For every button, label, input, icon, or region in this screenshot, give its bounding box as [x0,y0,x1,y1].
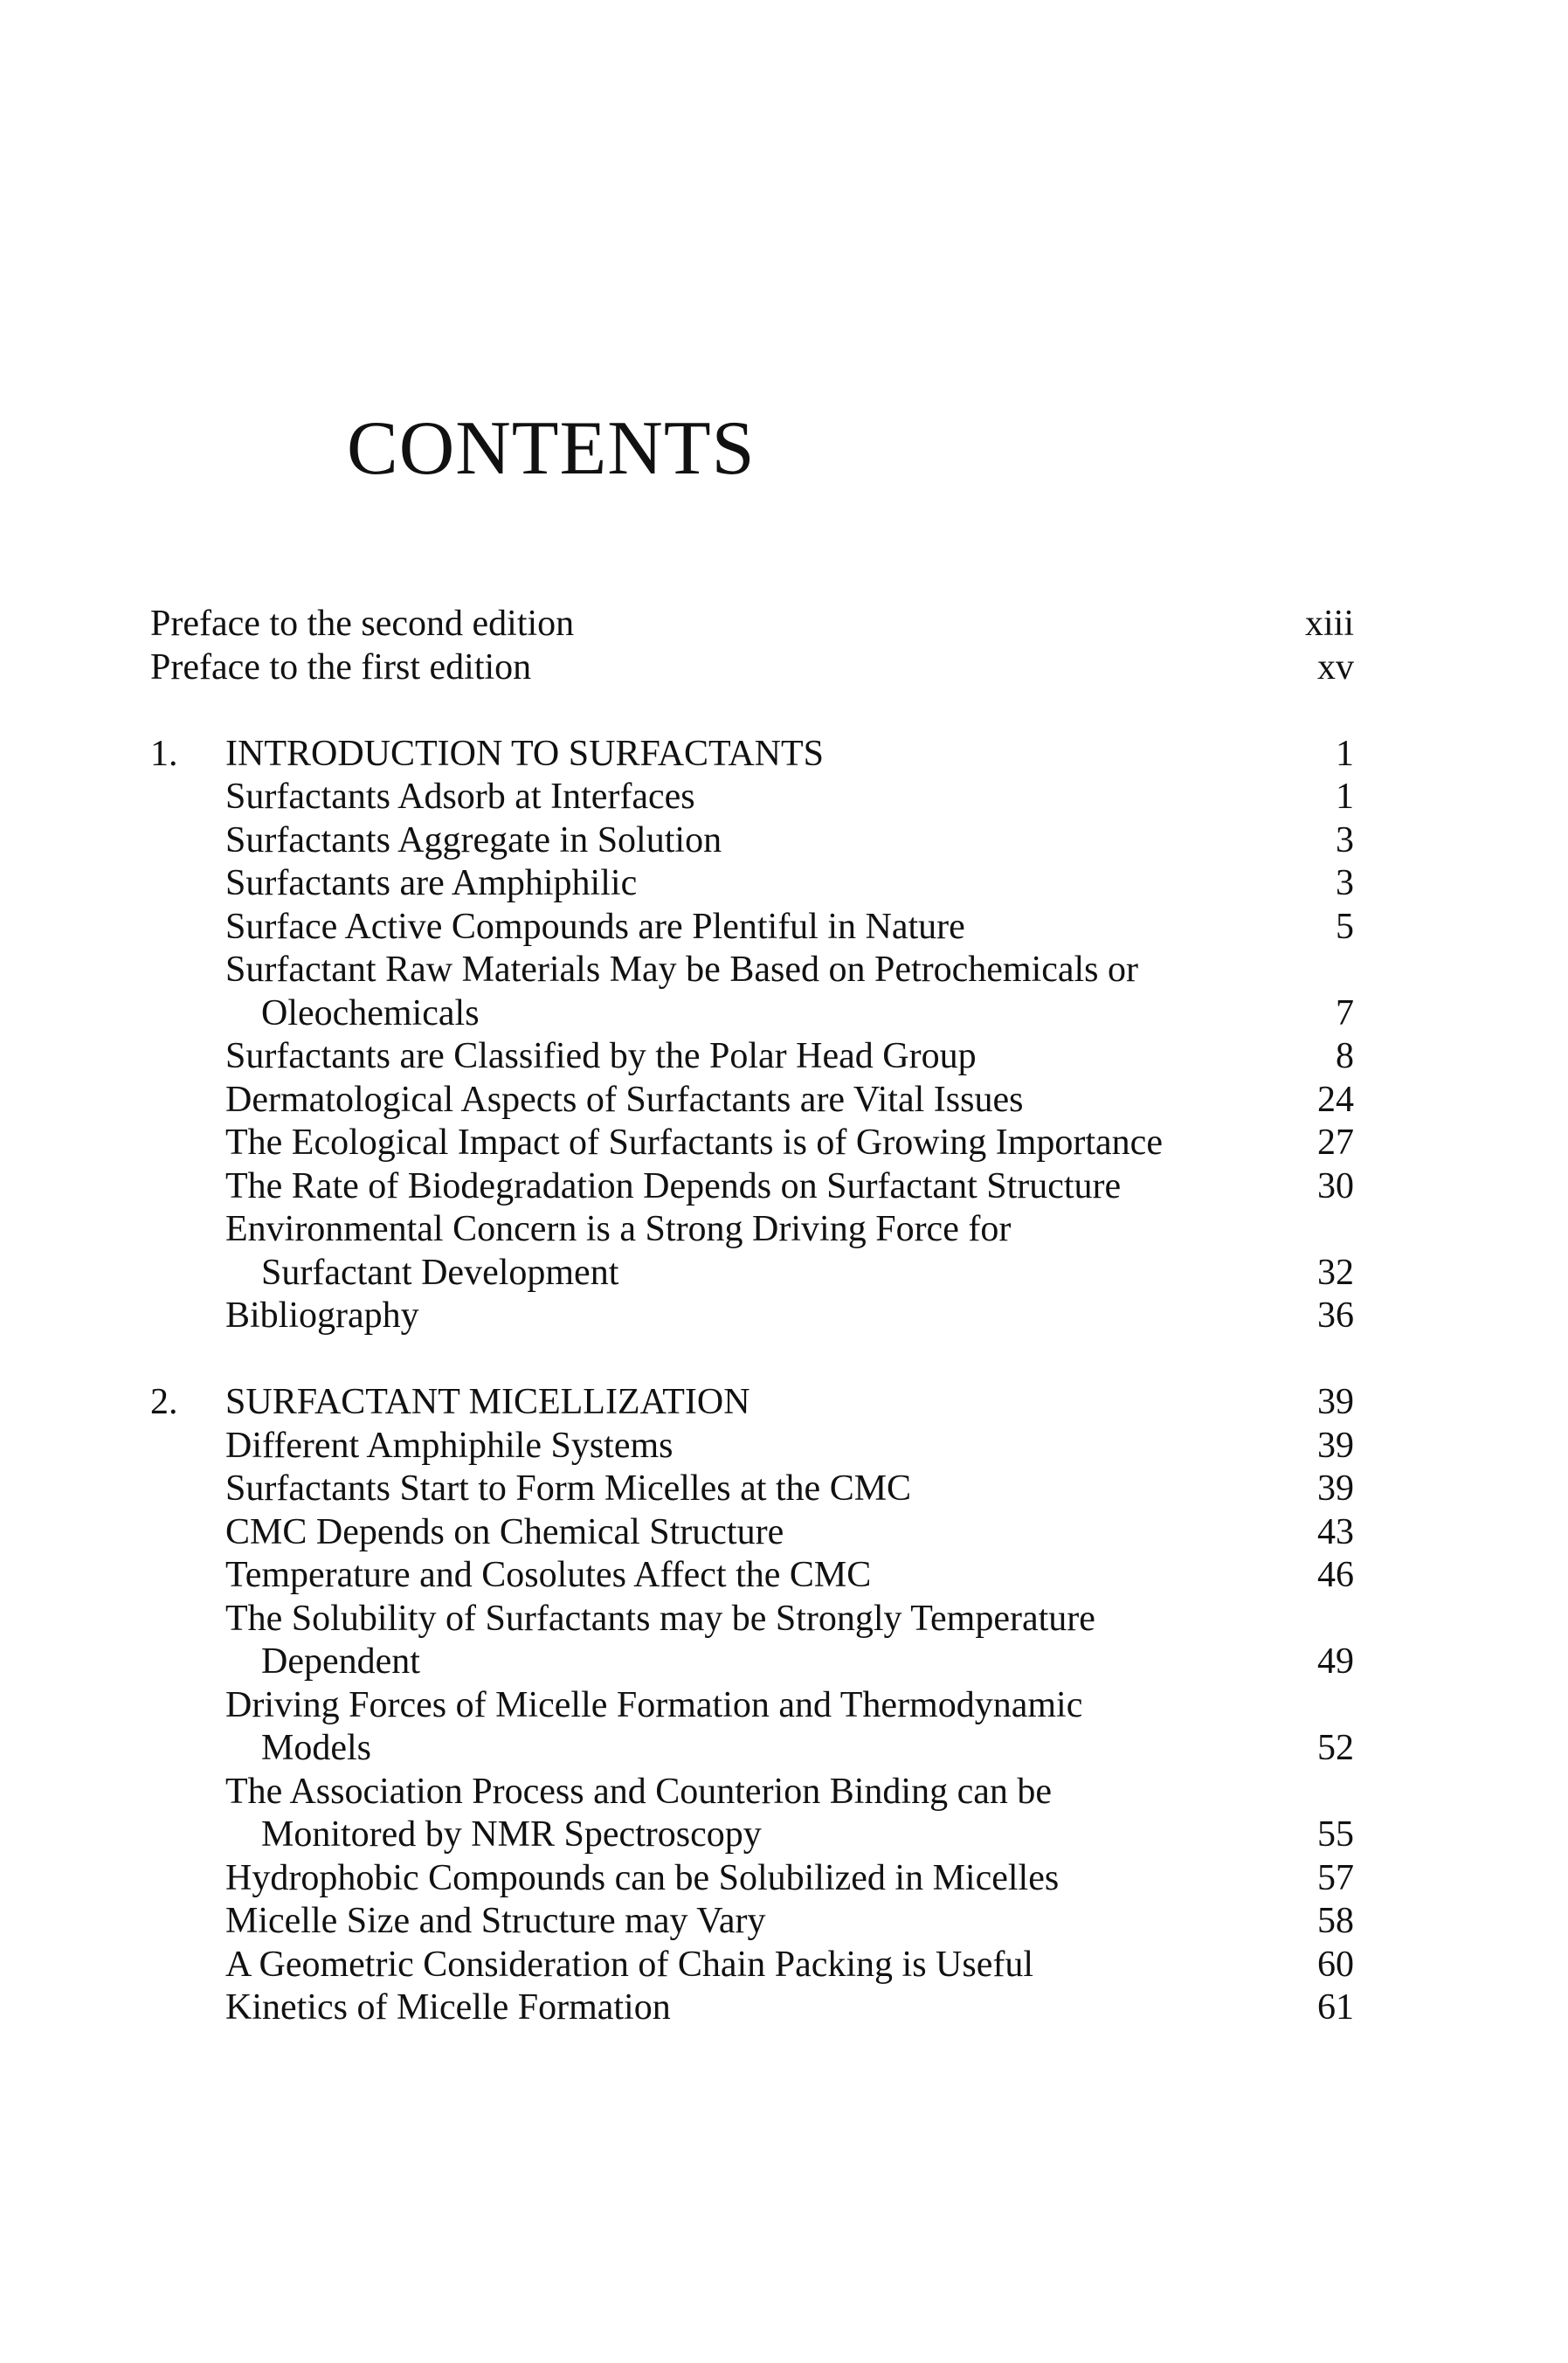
page-number: xv [1317,646,1354,687]
page-title: CONTENTS [347,406,756,491]
page-number: 30 [1317,1165,1354,1206]
chapter-title: SURFACTANT MICELLIZATION [225,1382,750,1422]
entry-title: The Ecological Impact of Surfactants is of Growing Importance [225,1123,1163,1163]
entry-title: A Geometric Consideration of Chain Packing is Useful [225,1944,1034,1985]
page-number: 52 [1317,1728,1354,1768]
toc-section-entry [150,1598,1354,1641]
entry-title: CMC Depends on Chemical Structure [225,1511,784,1552]
page-number: 1 [1336,777,1354,817]
entry-title: Driving Forces of Micelle Formation and Thermodynamic [225,1684,1083,1725]
toc-front-matter-entry [150,646,1354,690]
entry-title: Surface Active Compounds are Plentiful in Nature [225,906,965,947]
toc-section-entry [150,1944,1354,1987]
toc-section-entry-continuation [150,1252,1354,1296]
toc-section-entry [150,776,1354,819]
toc-chapter-heading [150,733,1354,777]
toc-section-entry [150,1554,1354,1598]
toc-section-entry-continuation [150,1727,1354,1771]
entry-title: Surfactants are Classified by the Polar Head Group [225,1036,977,1076]
entry-title: Hydrophobic Compounds can be Solubilized in Micelles [225,1857,1060,1898]
page-number: 39 [1317,1382,1354,1422]
entry-title: Preface to the second edition [150,604,575,644]
entry-title: Micelle Size and Structure may Vary [225,1901,766,1941]
toc-section-entry-continuation [150,1814,1354,1857]
entry-title: Dermatological Aspects of Surfactants are Vital Issues [225,1079,1024,1120]
table-of-contents [150,603,1354,2030]
entry-title: Dependent [261,1641,420,1682]
page-number: 27 [1317,1123,1354,1163]
toc-section-entry [150,1295,1354,1338]
page-number: 39 [1317,1468,1354,1509]
entry-title: Temperature and Cosolutes Affect the CMC [225,1555,872,1595]
chapter-title: INTRODUCTION TO SURFACTANTS [225,733,825,774]
toc-section-entry [150,1857,1354,1901]
chapter-number: 2. [150,1382,178,1422]
page-number: 55 [1317,1814,1354,1855]
toc-front-matter-entry [150,603,1354,646]
entry-title: Surfactant Development [261,1252,619,1293]
page-number: 5 [1336,906,1354,947]
entry-title: Surfactants Aggregate in Solution [225,819,722,860]
page-number: 61 [1317,1987,1354,2028]
page-number: 1 [1336,733,1354,774]
spacer [150,1338,1354,1382]
page-number: 32 [1317,1252,1354,1293]
spacer [150,689,1354,733]
toc-section-entry [150,1511,1354,1555]
entry-title: The Rate of Biodegradation Depends on Surfactant Structure [225,1165,1122,1206]
page-number: 57 [1317,1857,1354,1898]
toc-section-entry [150,1771,1354,1814]
toc-section-entry [150,1035,1354,1079]
page-number: 8 [1336,1036,1354,1076]
entry-title: Surfactants are Amphiphilic [225,863,638,903]
page-number: 49 [1317,1641,1354,1682]
toc-section-entry [150,862,1354,906]
page-number: 24 [1317,1079,1354,1120]
entry-title: Oleochemicals [261,992,480,1033]
toc-section-entry [150,1986,1354,2030]
toc-section-entry [150,1684,1354,1728]
entry-title: Kinetics of Micelle Formation [225,1987,671,2028]
toc-section-entry [150,1900,1354,1944]
toc-section-entry-continuation [150,992,1354,1036]
page-number: 36 [1317,1296,1354,1336]
entry-title: Different Amphiphile Systems [225,1425,673,1466]
entry-title: Environmental Concern is a Strong Driving Force for [225,1209,1012,1249]
toc-section-entry [150,1079,1354,1123]
entry-title: Bibliography [225,1296,419,1336]
page-number: 43 [1317,1511,1354,1552]
entry-title: Surfactants Start to Form Micelles at the CMC [225,1468,912,1509]
entry-title: The Solubility of Surfactants may be Strongly Temperature [225,1598,1095,1639]
toc-section-entry [150,1122,1354,1165]
page-number: 3 [1336,863,1354,903]
page-number: 58 [1317,1901,1354,1941]
toc-section-entry [150,1468,1354,1511]
toc-section-entry [150,1208,1354,1252]
entry-title: Preface to the first edition [150,646,532,687]
entry-title: Monitored by NMR Spectroscopy [261,1814,762,1855]
entry-title: Models [261,1728,371,1768]
toc-section-entry [150,1425,1354,1468]
toc-section-entry-continuation [150,1641,1354,1684]
toc-section-entry [150,1165,1354,1209]
page-number: 46 [1317,1555,1354,1595]
page-number: xiii [1304,604,1354,644]
page-number: 7 [1336,992,1354,1033]
chapter-number: 1. [150,733,178,774]
page-number: 39 [1317,1425,1354,1466]
toc-chapter-heading [150,1381,1354,1425]
toc-section-entry [150,906,1354,950]
toc-section-entry [150,949,1354,992]
entry-title: Surfactants Adsorb at Interfaces [225,777,695,817]
page-number: 3 [1336,819,1354,860]
page-number: 60 [1317,1944,1354,1985]
toc-section-entry [150,819,1354,863]
entry-title: The Association Process and Counterion Binding can be [225,1771,1053,1812]
entry-title: Surfactant Raw Materials May be Based on Petrochemicals or [225,950,1139,990]
